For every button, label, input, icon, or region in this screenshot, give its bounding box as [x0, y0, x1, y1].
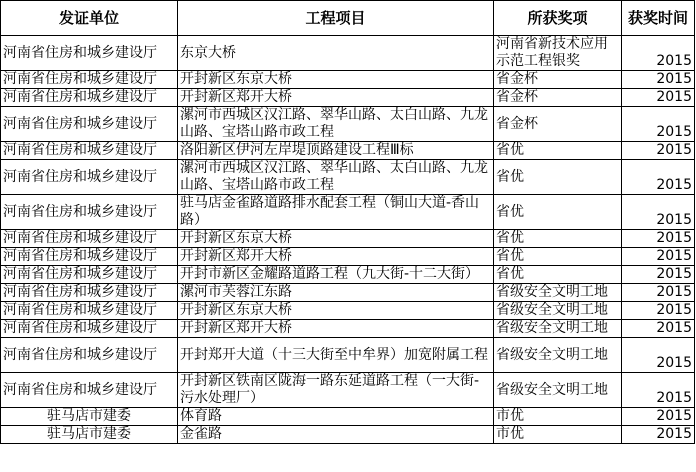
header-row [1, 1, 695, 36]
issuer-cell: 河南省住房和城乡建设厅 [1, 248, 178, 266]
year-cell: 2015 [622, 107, 695, 142]
table-row [1, 302, 695, 320]
project-cell: 开封市新区金耀路道路工程（九大街-十二大街） [178, 266, 494, 284]
project-cell: 开封新区东京大桥 [178, 302, 494, 320]
issuer-cell: 河南省住房和城乡建设厅 [1, 266, 178, 284]
year-cell: 2015 [622, 248, 695, 266]
award-cell: 省优 [494, 230, 622, 248]
year-cell: 2015 [622, 230, 695, 248]
award-cell: 省优 [494, 248, 622, 266]
year-cell: 2015 [622, 195, 695, 230]
year-cell: 2015 [622, 373, 695, 408]
issuer-cell: 河南省住房和城乡建设厅 [1, 373, 178, 408]
project-cell: 漯河市西城区汉江路、翠华山路、太白山路、九龙山路、宝塔山路市政工程 [178, 107, 494, 142]
issuer-cell: 河南省住房和城乡建设厅 [1, 320, 178, 338]
table-row [1, 89, 695, 107]
header-award: 所获奖项 [494, 1, 622, 36]
award-cell: 省优 [494, 160, 622, 195]
issuer-cell: 河南省住房和城乡建设厅 [1, 142, 178, 160]
issuer-cell: 河南省住房和城乡建设厅 [1, 36, 178, 71]
year-cell: 2015 [622, 142, 695, 160]
award-cell: 市优 [494, 426, 622, 444]
award-cell: 省级安全文明工地 [494, 338, 622, 373]
award-cell: 省级安全文明工地 [494, 373, 622, 408]
year-cell: 2015 [622, 320, 695, 338]
header-project: 工程项目 [178, 1, 494, 36]
table-row [1, 408, 695, 426]
year-cell: 2015 [622, 71, 695, 89]
issuer-cell: 河南省住房和城乡建设厅 [1, 302, 178, 320]
award-cell: 省金杯 [494, 107, 622, 142]
award-cell: 省金杯 [494, 89, 622, 107]
table-row [1, 71, 695, 89]
table-row [1, 373, 695, 408]
table-row [1, 266, 695, 284]
award-cell: 省优 [494, 142, 622, 160]
year-cell: 2015 [622, 408, 695, 426]
project-cell: 开封新区郑开大桥 [178, 248, 494, 266]
project-cell: 开封新区郑开大桥 [178, 320, 494, 338]
year-cell: 2015 [622, 266, 695, 284]
table-body [1, 36, 695, 444]
table-row [1, 160, 695, 195]
project-cell: 漯河市芙蓉江东路 [178, 284, 494, 302]
award-cell: 省优 [494, 266, 622, 284]
year-cell: 2015 [622, 89, 695, 107]
table-row [1, 230, 695, 248]
table-row [1, 248, 695, 266]
issuer-cell: 河南省住房和城乡建设厅 [1, 338, 178, 373]
award-cell: 河南省新技术应用示范工程银奖 [494, 36, 622, 71]
project-cell: 开封新区东京大桥 [178, 230, 494, 248]
table-row [1, 320, 695, 338]
table-row [1, 142, 695, 160]
issuer-cell: 河南省住房和城乡建设厅 [1, 160, 178, 195]
award-cell: 省优 [494, 195, 622, 230]
issuer-cell: 河南省住房和城乡建设厅 [1, 89, 178, 107]
table-row [1, 195, 695, 230]
award-cell: 市优 [494, 408, 622, 426]
project-cell: 东京大桥 [178, 36, 494, 71]
issuer-cell: 河南省住房和城乡建设厅 [1, 71, 178, 89]
award-cell: 省级安全文明工地 [494, 302, 622, 320]
project-cell: 开封新区郑开大桥 [178, 89, 494, 107]
project-cell: 开封新区铁南区陇海一路东延道路工程（一大街-污水处理厂） [178, 373, 494, 408]
project-cell: 洛阳新区伊河左岸堤顶路建设工程Ⅲ标 [178, 142, 494, 160]
table-row [1, 284, 695, 302]
issuer-cell: 河南省住房和城乡建设厅 [1, 230, 178, 248]
project-cell: 体育路 [178, 408, 494, 426]
project-cell: 驻马店金雀路道路排水配套工程（铜山大道-香山路） [178, 195, 494, 230]
issuer-cell: 河南省住房和城乡建设厅 [1, 195, 178, 230]
award-cell: 省级安全文明工地 [494, 320, 622, 338]
year-cell: 2015 [622, 36, 695, 71]
year-cell: 2015 [622, 302, 695, 320]
year-cell: 2015 [622, 338, 695, 373]
award-cell: 省金杯 [494, 71, 622, 89]
project-cell: 漯河市西城区汉江路、翠华山路、太白山路、九龙山路、宝塔山路市政工程 [178, 160, 494, 195]
table-row [1, 36, 695, 71]
table-row [1, 107, 695, 142]
year-cell: 2015 [622, 284, 695, 302]
year-cell: 2015 [622, 426, 695, 444]
project-cell: 开封新区东京大桥 [178, 71, 494, 89]
issuer-cell: 河南省住房和城乡建设厅 [1, 284, 178, 302]
table-row [1, 338, 695, 373]
issuer-cell: 驻马店市建委 [1, 408, 178, 426]
award-cell: 省级安全文明工地 [494, 284, 622, 302]
year-cell: 2015 [622, 160, 695, 195]
header-year: 获奖时间 [622, 1, 695, 36]
issuer-cell: 河南省住房和城乡建设厅 [1, 107, 178, 142]
header-issuer: 发证单位 [1, 1, 178, 36]
table-row [1, 426, 695, 444]
project-cell: 开封郑开大道（十三大街至中牟界）加宽附属工程 [178, 338, 494, 373]
project-cell: 金雀路 [178, 426, 494, 444]
issuer-cell: 驻马店市建委 [1, 426, 178, 444]
